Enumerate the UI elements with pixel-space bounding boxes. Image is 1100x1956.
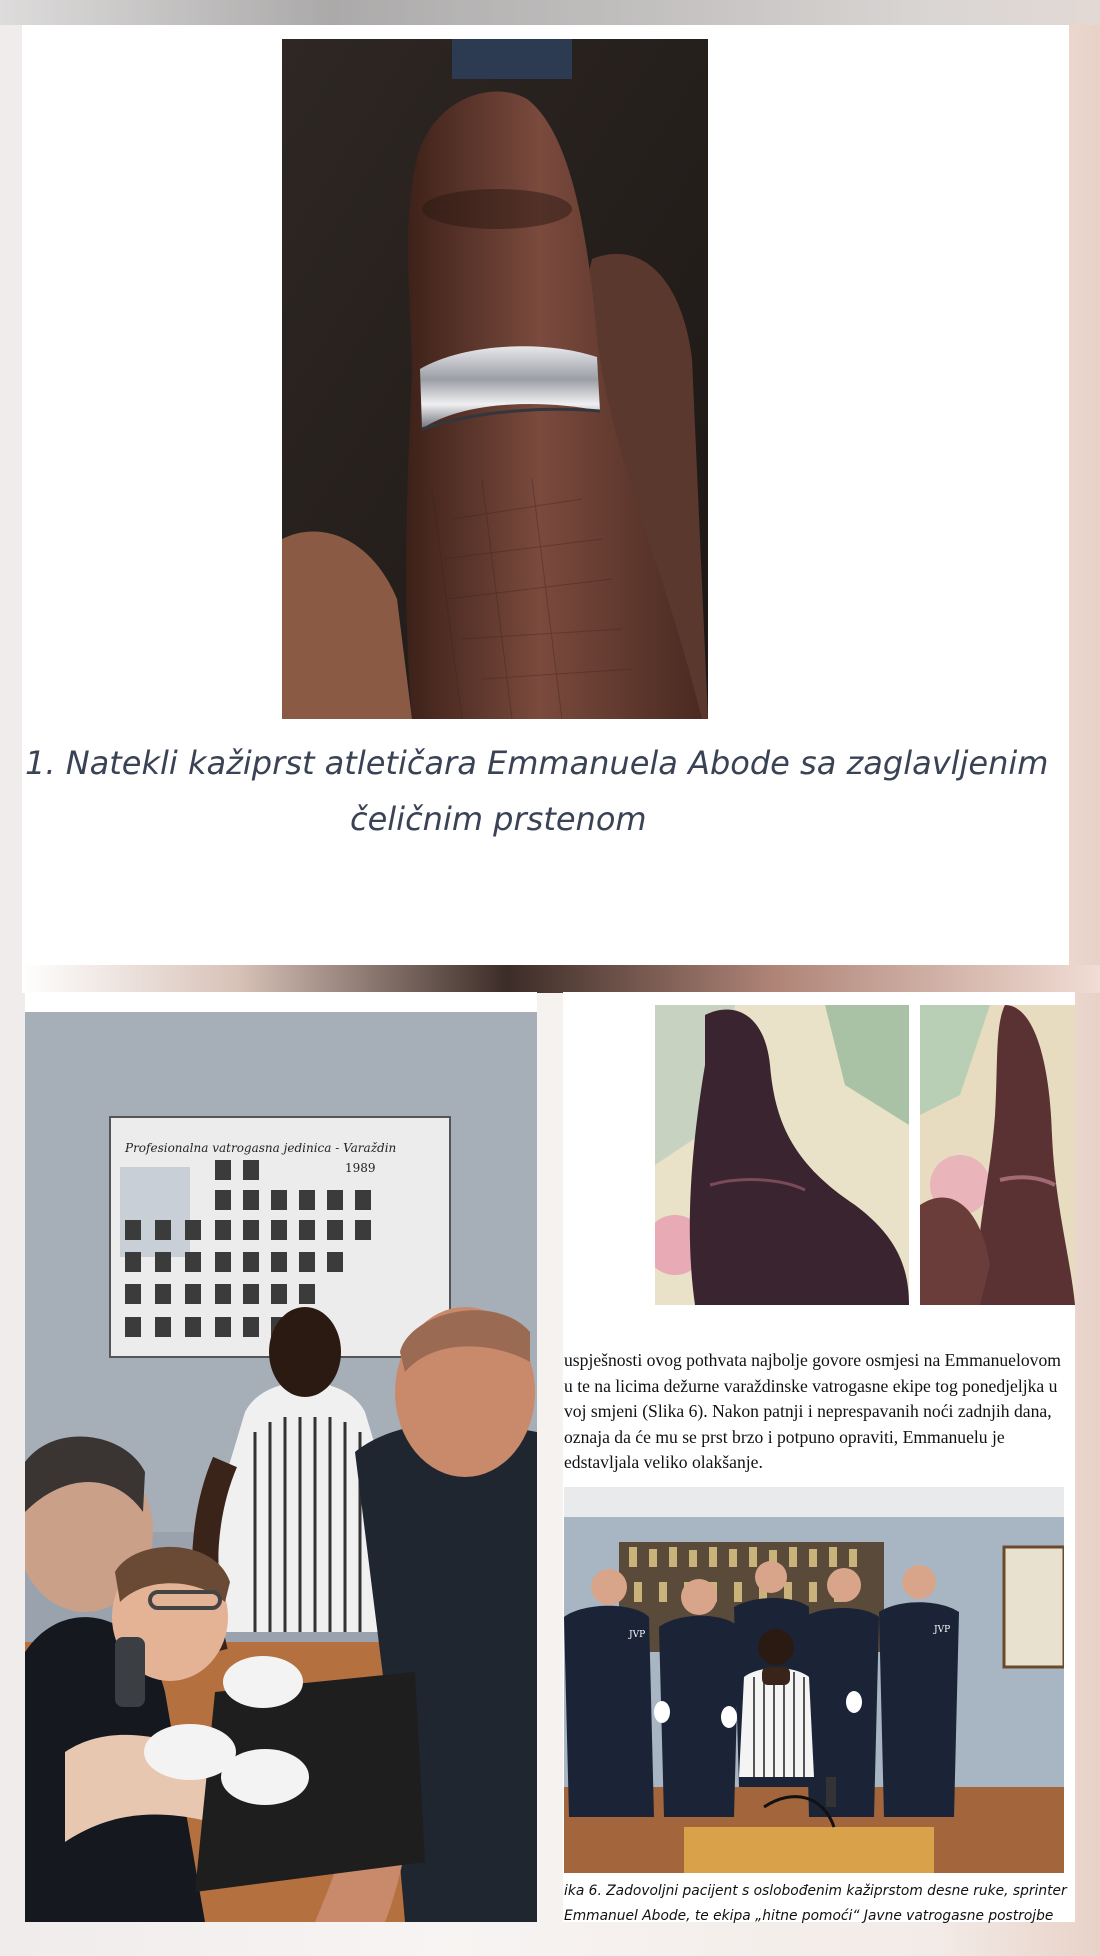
- team-group-photo: [564, 1487, 1064, 1873]
- top-decorative-band: [0, 0, 1100, 25]
- ring-removal-scene: [25, 992, 537, 1922]
- plaque-year: 1989: [345, 1161, 376, 1175]
- jvp-shirt-badge: JVP: [629, 1630, 646, 1640]
- caption-line-2: čeličnim prstenom: [350, 800, 647, 838]
- doc-caption-line-2: Emmanuel Abode, te ekipa „hitne pomoći“ Javne vatrogasne postrojbe: [564, 1908, 1054, 1924]
- middle-decorative-band: [22, 965, 1100, 993]
- healed-finger-photo-2: [920, 1005, 1075, 1305]
- paragraph-line: uspješnosti ovog pothvata najbolje govore osmjesi na Emmanuelovom: [564, 1350, 1061, 1370]
- caption-line-1: 1. Natekli kažiprst atletičara Emmanuela Abode sa zaglavljenim: [25, 744, 1049, 782]
- healed-finger-photo-1: [655, 1005, 909, 1305]
- paragraph-line: u te na licima dežurne varaždinske vatrogasne ekipe tog ponedjeljka u: [564, 1375, 1058, 1396]
- figure-caption-1: [25, 735, 1055, 847]
- paragraph-line: edstavljala veliko olakšanje.: [564, 1452, 763, 1472]
- jvp-shirt-badge: JVP: [934, 1625, 951, 1635]
- ring-removal-photo: [25, 992, 537, 1922]
- document-figure-caption: [564, 1879, 1069, 1929]
- plaque-title: Profesionalna vatrogasna jedinica - Varaždin: [125, 1141, 397, 1155]
- document-paragraph: [564, 1348, 1069, 1476]
- paragraph-line: voj smjeni (Slika 6). Nakon patnji i neprespavanih noći zadnjih dana,: [564, 1401, 1052, 1421]
- paragraph-line: oznaja da će mu se prst brzo i potpuno opraviti, Emmanuelu je: [564, 1426, 1005, 1447]
- doc-caption-line-1: ika 6. Zadovoljni pacijent s oslobođenim kažiprstom desne ruke, sprinter: [564, 1883, 1067, 1899]
- swollen-finger-ring-photo: [282, 39, 708, 719]
